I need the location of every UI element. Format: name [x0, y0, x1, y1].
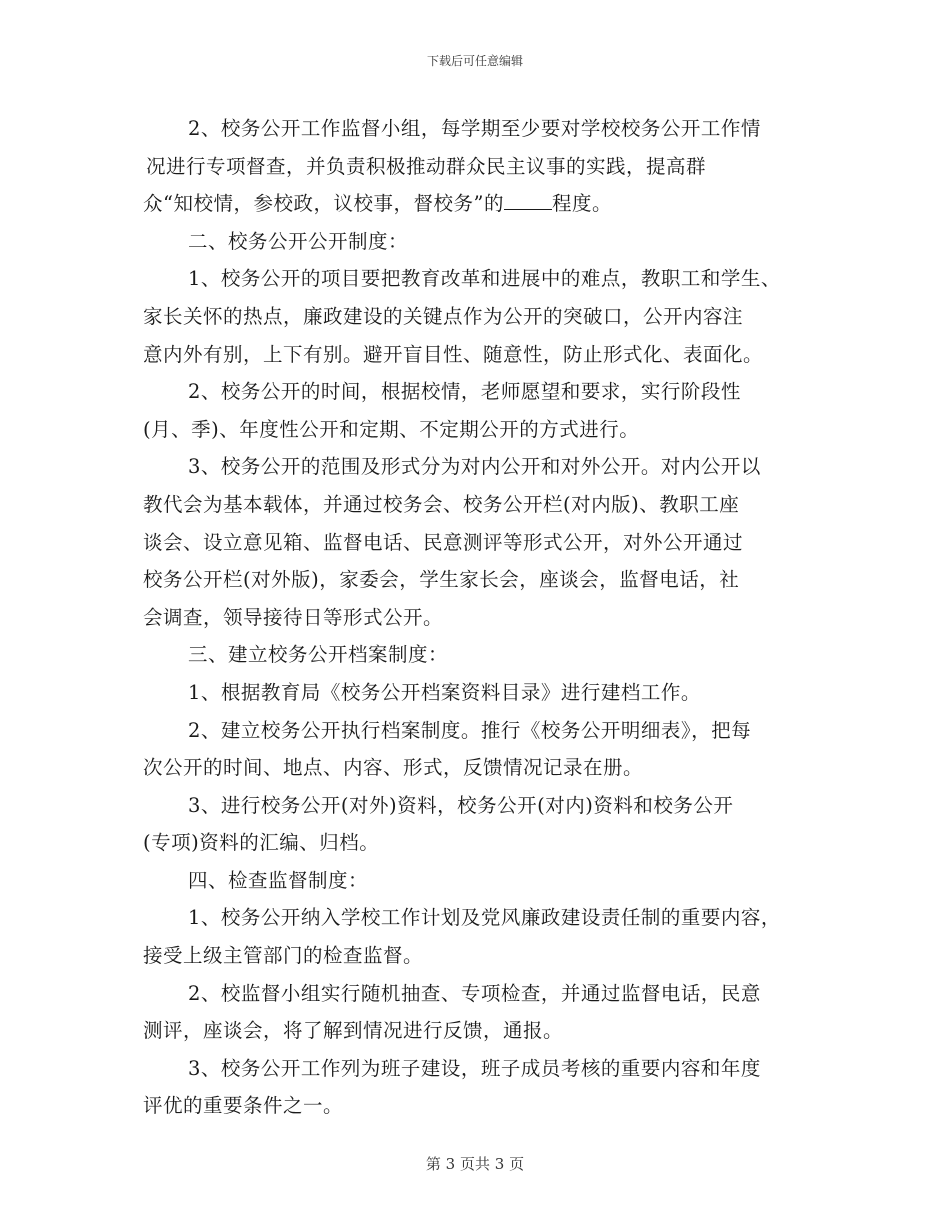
paragraph-line: 2、校监督小组实行随机抽查、专项检查，并通过监督电话，民意: [188, 981, 761, 1005]
page-number-footer: 第 3 页共 3 页: [425, 1155, 525, 1173]
fill-in-blank: [504, 189, 552, 210]
paragraph-text: 程度。: [551, 192, 612, 216]
paragraph-line: 3、校务公开工作列为班子建设，班子成员考核的重要内容和年度: [188, 1056, 761, 1080]
paragraph-line: 评优的重要条件之一。: [143, 1094, 344, 1118]
paragraph-line: 3、进行校务公开(对外)资料，校务公开(对内)资料和校务公开: [188, 793, 734, 817]
section-heading: 二、校务公开公开制度：: [188, 229, 409, 253]
paragraph-line: 会调查，领导接待日等形式公开。: [143, 605, 444, 629]
paragraph-line: 接受上级主管部门的检查监督。: [143, 944, 424, 968]
paragraph-line: 1、根据教育局《校务公开档案资料目录》进行建档工作。: [188, 680, 701, 704]
page-header-note: 下载后可任意编辑: [426, 54, 523, 68]
paragraph-line: 次公开的时间、地点、内容、形式，反馈情况记录在册。: [143, 756, 644, 780]
paragraph-line: 教代会为基本载体，并通过校务会、校务公开栏(对内版)、教职工座: [143, 492, 740, 516]
section-heading: 四、检查监督制度：: [188, 868, 369, 892]
paragraph-line: 1、校务公开的项目要把教育改革和进展中的难点，教职工和学生、: [188, 267, 781, 291]
paragraph-line: (专项)资料的汇编、归档。: [143, 831, 380, 855]
paragraph-line: 况进行专项督查，并负责积极推动群众民主议事的实践，提高群: [146, 154, 707, 178]
paragraph-line: 3、校务公开的范围及形式分为对内公开和对外公开。对内公开以: [188, 455, 761, 479]
paragraph-line: 意内外有别，上下有别。避开盲目性、随意性，防止形式化、表面化。: [143, 342, 764, 366]
paragraph-text: 众“知校情，参校政，议校事，督校务”的: [143, 192, 504, 216]
paragraph-line: 2、建立校务公开执行档案制度。推行《校务公开明细表》，把每: [188, 718, 752, 742]
paragraph-line: 测评，座谈会，将了解到情况进行反馈，通报。: [143, 1019, 564, 1043]
paragraph-line: 谈会、设立意见箱、监督电话、民意测评等形式公开，对外公开通过: [143, 530, 744, 554]
section-heading: 三、建立校务公开档案制度：: [188, 643, 449, 667]
paragraph-line: 校务公开栏(对外版)，家委会，学生家长会，座谈会，监督电话，社: [143, 568, 740, 592]
paragraph-line: 2、校务公开的时间，根据校情，老师愿望和要求，实行阶段性: [188, 380, 741, 404]
paragraph-line: [143, 185, 823, 223]
document-body: [143, 110, 823, 1125]
paragraph-line: (月、季)、年度性公开和定期、不定期公开的方式进行。: [143, 417, 640, 441]
paragraph-line: 家长关怀的热点，廉政建设的关键点作为公开的突破口，公开内容注: [143, 304, 744, 328]
paragraph-line: 1、校务公开纳入学校工作计划及党风廉政建设责任制的重要内容，: [188, 906, 781, 930]
paragraph-line: 2、校务公开工作监督小组，每学期至少要对学校校务公开工作情: [188, 117, 761, 140]
